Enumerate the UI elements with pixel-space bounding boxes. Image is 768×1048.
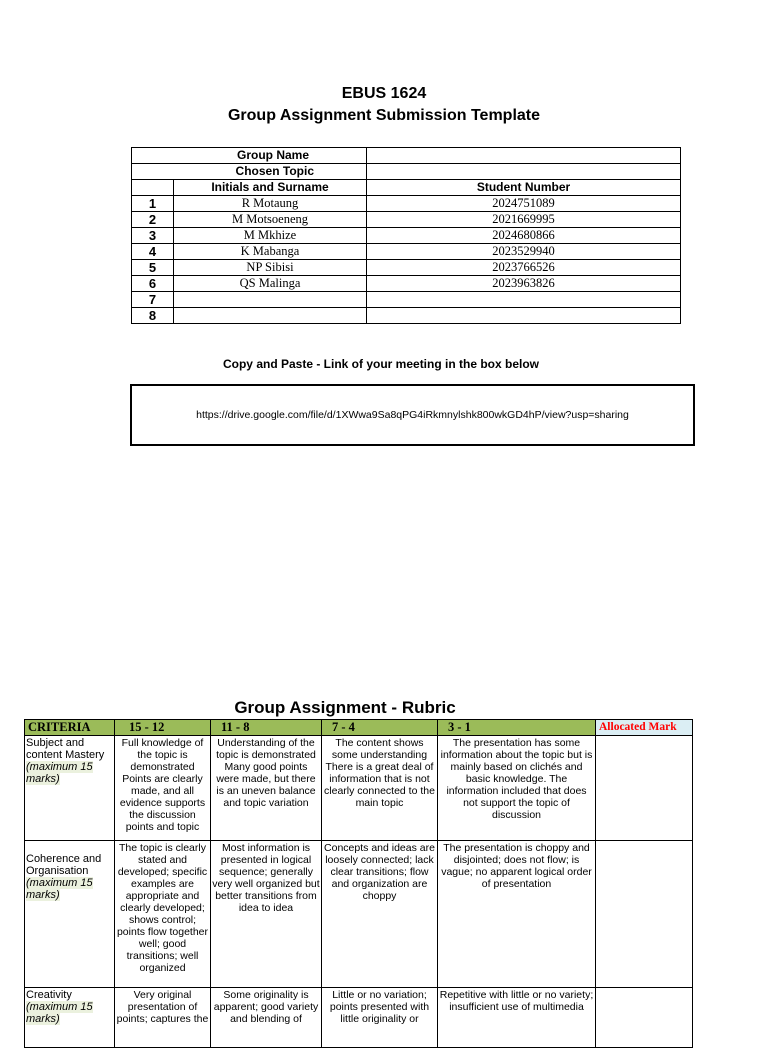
table-row <box>132 308 681 324</box>
member-name[interactable]: QS Malinga <box>174 276 367 292</box>
member-name[interactable]: M Mkhize <box>174 228 367 244</box>
table-row <box>132 212 681 228</box>
rubric-table <box>24 719 693 1048</box>
member-name[interactable]: R Motaung <box>174 196 367 212</box>
band-description: The content shows some understanding There is a great deal of information that is not clearly connected to the main topic <box>322 736 438 841</box>
chosen-topic-field[interactable] <box>367 164 681 180</box>
student-number[interactable]: 2023963826 <box>367 276 681 292</box>
student-number[interactable]: 2024751089 <box>367 196 681 212</box>
criterion-note: (maximum 15 marks) <box>26 1001 93 1025</box>
criterion-note: (maximum 15 marks) <box>26 761 93 785</box>
student-number[interactable]: 2023766526 <box>367 260 681 276</box>
member-name[interactable] <box>174 292 367 308</box>
student-number[interactable] <box>367 292 681 308</box>
rubric-header-band-2: 11 - 8 <box>211 720 322 736</box>
row-number: 6 <box>132 276 174 292</box>
allocated-mark-field[interactable] <box>596 736 693 841</box>
criterion-cell <box>25 988 115 1048</box>
band-description: Little or no variation; points presented with little originality or <box>322 988 438 1048</box>
page-title: Group Assignment Submission Template <box>227 107 541 124</box>
band-description: Repetitive with little or no variety; insufficient use of multimedia <box>438 988 596 1048</box>
row-number: 8 <box>132 308 174 324</box>
allocated-mark-field[interactable] <box>596 988 693 1048</box>
table-row <box>132 228 681 244</box>
link-instruction: Copy and Paste - Link of your meeting in the box below <box>222 357 540 371</box>
rubric-header-band-1: 15 - 12 <box>115 720 211 736</box>
col-header-name: Initials and Surname <box>174 180 367 196</box>
meeting-link-box[interactable] <box>130 384 695 446</box>
band-description: The topic is clearly stated and developed; specific examples are appropriate and clearly developed; shows control; points flow together well; good transitions; well organized <box>115 841 211 988</box>
row-number: 3 <box>132 228 174 244</box>
rubric-header-band-4: 3 - 1 <box>438 720 596 736</box>
band-description: Some originality is apparent; good variety and blending of <box>211 988 322 1048</box>
group-table <box>131 147 681 324</box>
student-number[interactable]: 2021669995 <box>367 212 681 228</box>
band-description: Full knowledge of the topic is demonstrated Points are clearly made, and all evidence supports the discussion points and topic <box>115 736 211 841</box>
band-description: The presentation has some information about the topic but is mainly based on clichés and basic knowledge. The information included that does not support the topic of discussion <box>438 736 596 841</box>
member-name[interactable]: NP Sibisi <box>174 260 367 276</box>
criterion-note: (maximum 15 marks) <box>26 877 93 901</box>
row-number: 4 <box>132 244 174 260</box>
chosen-topic-label: Chosen Topic <box>132 164 367 180</box>
col-header-number: Student Number <box>367 180 681 196</box>
member-name[interactable]: M Motsoeneng <box>174 212 367 228</box>
band-description: Very original presentation of points; captures the <box>115 988 211 1048</box>
criterion-label: Subject and content Mastery <box>26 737 105 761</box>
row-number: 5 <box>132 260 174 276</box>
student-number[interactable] <box>367 308 681 324</box>
group-name-field[interactable] <box>367 148 681 164</box>
rubric-header-allocated: Allocated Mark <box>596 720 693 736</box>
course-code: EBUS 1624 <box>341 85 427 102</box>
student-number[interactable]: 2023529940 <box>367 244 681 260</box>
criterion-label: Creativity <box>26 989 72 1001</box>
table-row <box>132 276 681 292</box>
rubric-header-criteria: CRITERIA <box>25 720 115 736</box>
table-row <box>132 260 681 276</box>
group-name-label: Group Name <box>132 148 367 164</box>
table-row <box>132 244 681 260</box>
rubric-row <box>25 736 693 841</box>
criterion-cell <box>25 736 115 841</box>
student-number[interactable]: 2024680866 <box>367 228 681 244</box>
table-row <box>132 196 681 212</box>
rubric-title: Group Assignment - Rubric <box>234 698 456 717</box>
blank-header-cell <box>132 180 174 196</box>
rubric-row <box>25 988 693 1048</box>
rubric-row <box>25 841 693 988</box>
row-number: 1 <box>132 196 174 212</box>
row-number: 2 <box>132 212 174 228</box>
member-name[interactable] <box>174 308 367 324</box>
band-description: Most information is presented in logical sequence; generally very well organized but better transitions from idea to idea <box>211 841 322 988</box>
table-row <box>132 292 681 308</box>
meeting-link[interactable]: https://drive.google.com/file/d/1XWwa9Sa8qPG4iRkmnylshk800wkGD4hP/view?usp=sharing <box>196 409 629 421</box>
band-description: Understanding of the topic is demonstrated Many good points were made, but there is an uneven balance and topic variation <box>211 736 322 841</box>
member-name[interactable]: K Mabanga <box>174 244 367 260</box>
allocated-mark-field[interactable] <box>596 841 693 988</box>
band-description: The presentation is choppy and disjointed; does not flow; is vague; no apparent logical order of presentation <box>438 841 596 988</box>
rubric-header-band-3: 7 - 4 <box>322 720 438 736</box>
band-description: Concepts and ideas are loosely connected; lack clear transitions; flow and organization are choppy <box>322 841 438 988</box>
row-number: 7 <box>132 292 174 308</box>
criterion-label: Coherence and Organisation <box>26 853 102 877</box>
criterion-cell <box>25 841 115 988</box>
